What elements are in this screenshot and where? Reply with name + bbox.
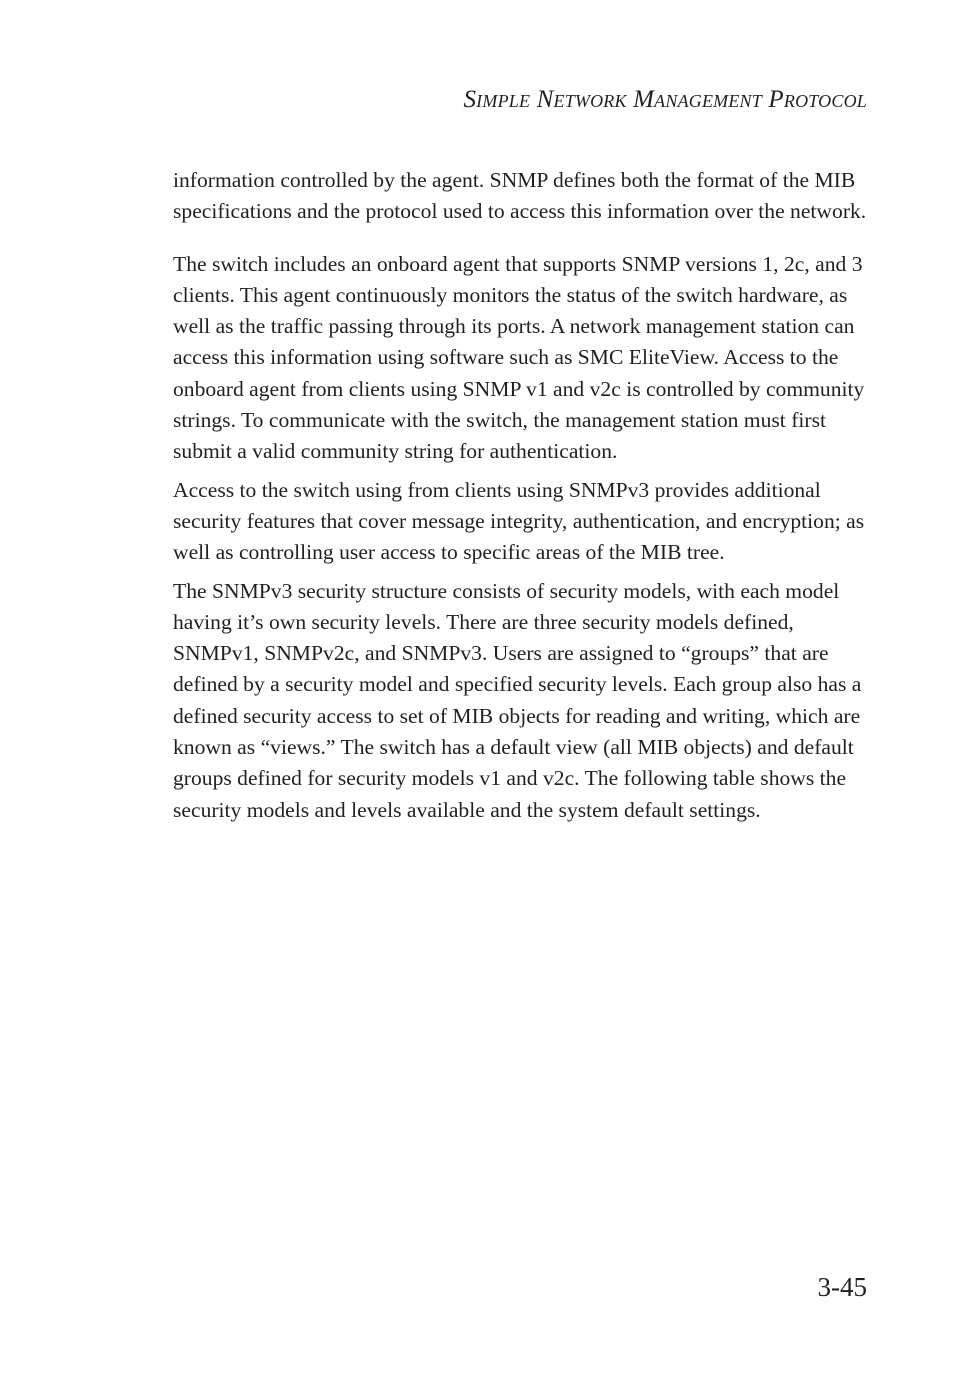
paragraph-mib-intro: information controlled by the agent. SNMP defines both the format of the MIB specifications and the protocol used to access this information over the network. — [173, 168, 867, 224]
paragraph-security-structure: The SNMPv3 security structure consists of security models, with each model having it’s own security levels. There are three security models defined, SNMPv1, SNMPv2c, and SNMPv3. Users are assigned to “groups” that are defined by a security model and specified security levels. Each group also has a defined security access to set of MIB objects for reading and writing, which are known as “views.” The switch has a default view (all MIB objects) and default groups defined for security models v1 and v2c. The following table shows the security models and levels available and the system default settings. — [173, 578, 862, 822]
body-text — [173, 165, 869, 826]
paragraph-onboard-agent: The switch includes an onboard agent that supports SNMP versions 1, 2c, and 3 clients. This agent continuously monitors the status of the switch hardware, as well as the traffic passing through its ports. A network management station can access this information using software such as SMC EliteView. Access to the onboard agent from clients using SNMP v1 and v2c is controlled by community strings. To communicate with the switch, the management station must first submit a valid community string for authentication. — [173, 251, 865, 464]
paragraph-snmpv3-access: Access to the switch using from clients using SNMPv3 provides additional security features that cover message integrity, authentication, and encryption; as well as controlling user access to specific areas of the MIB tree. — [173, 477, 865, 565]
running-header: Simple Network Management Protocol — [463, 86, 867, 113]
page-number: 3-45 — [817, 1272, 867, 1302]
